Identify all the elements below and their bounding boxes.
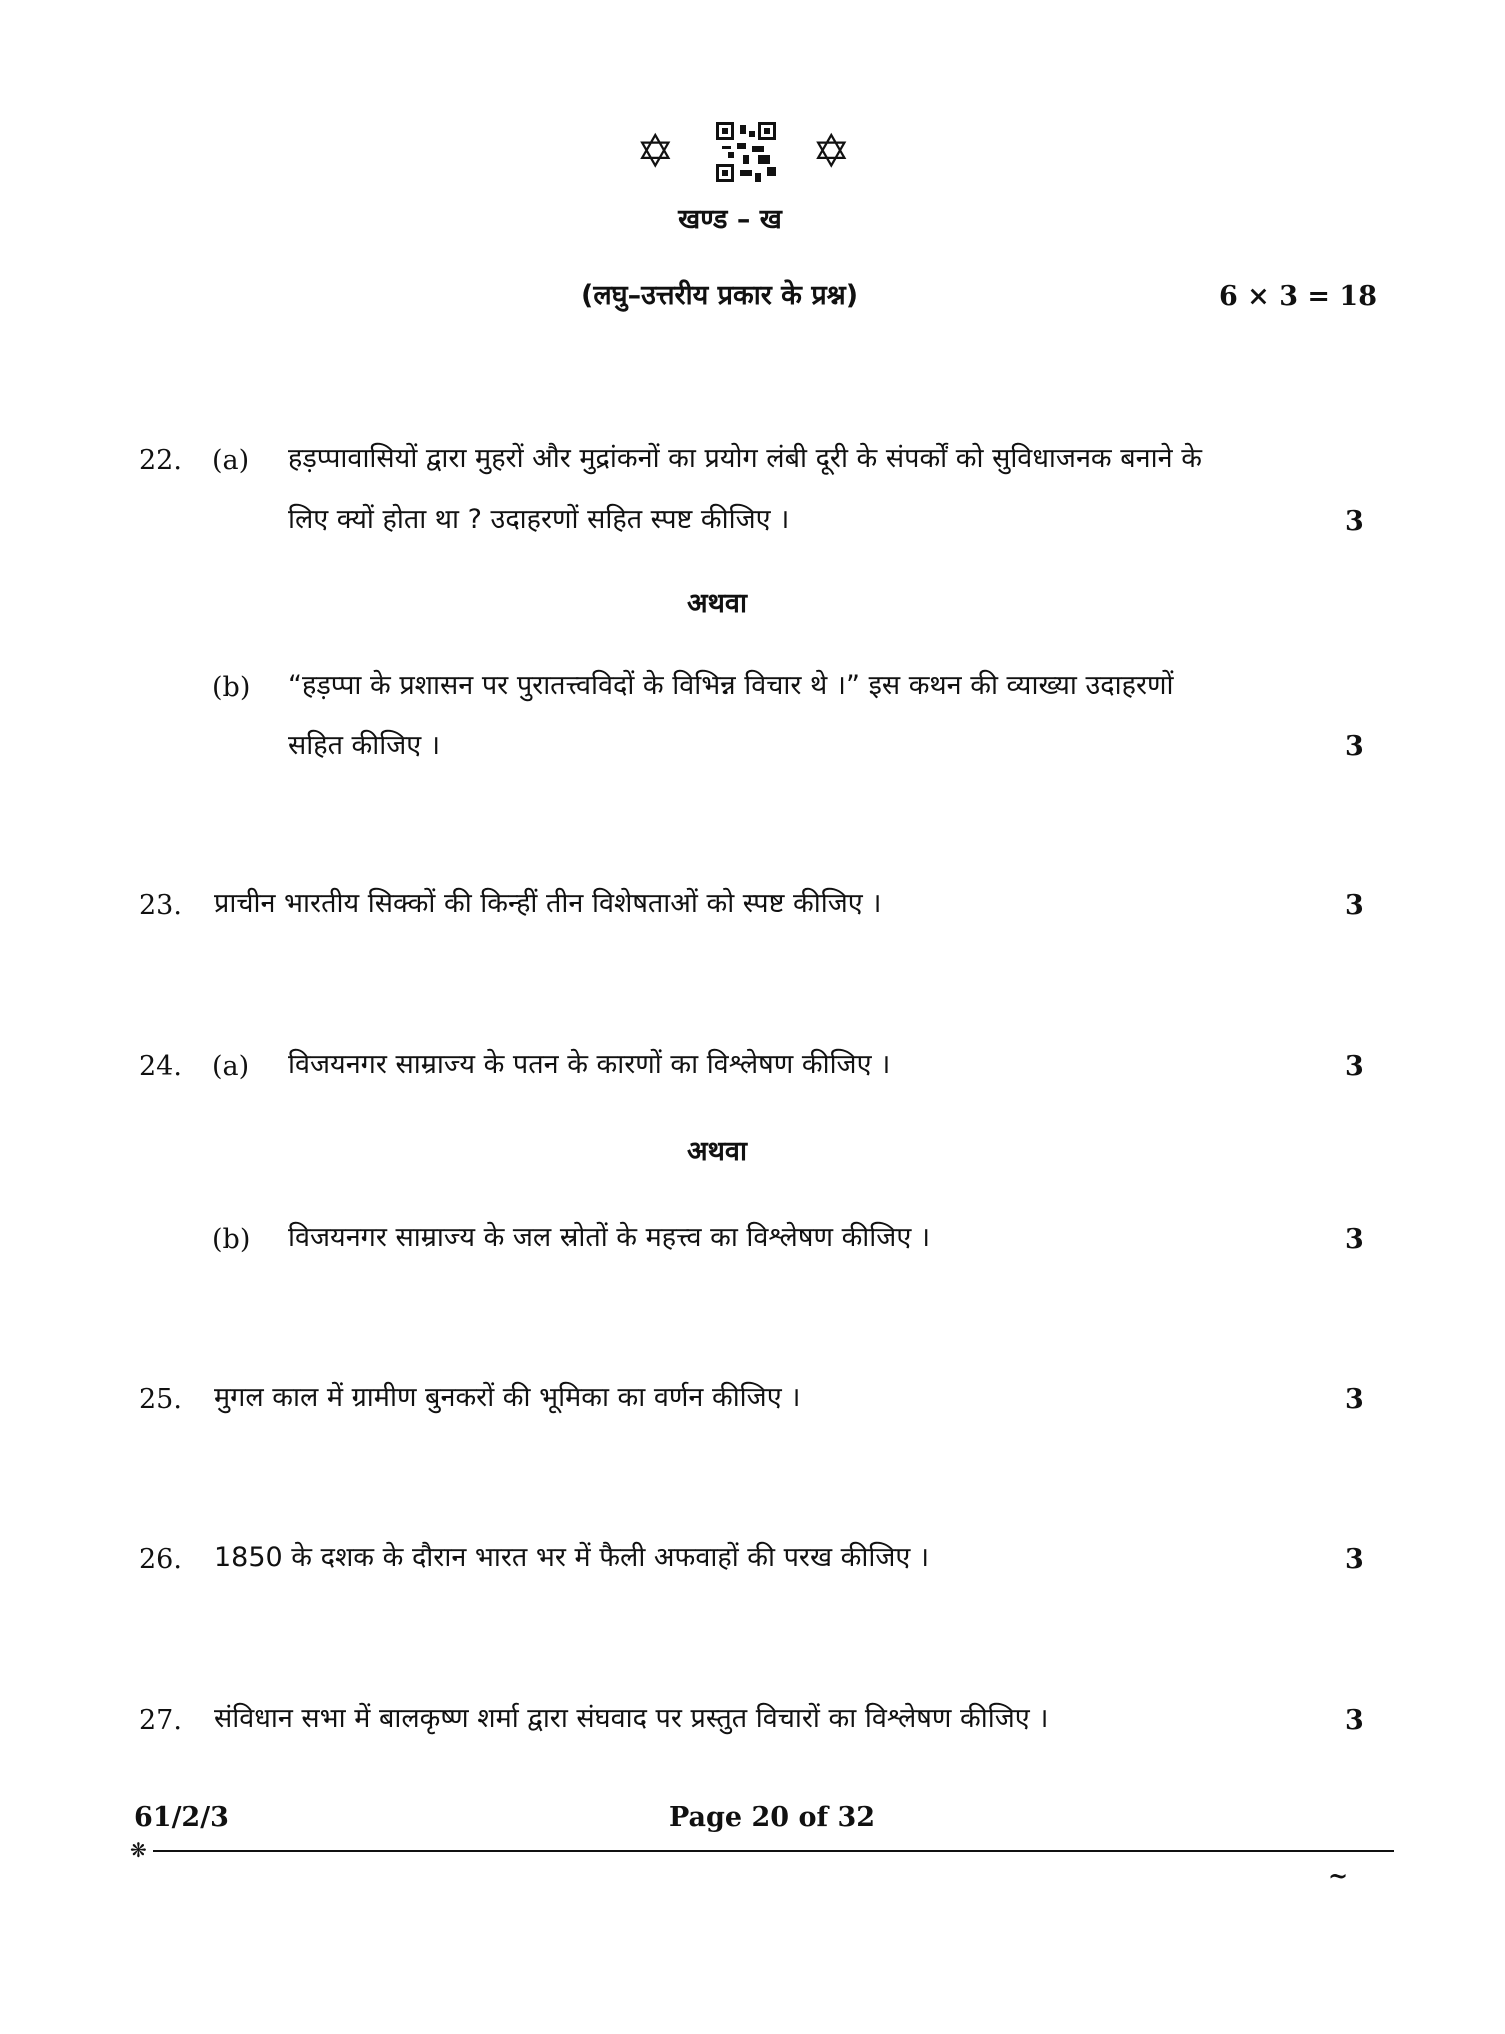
or-label: अथवा: [687, 588, 747, 619]
question-marks: 3: [1345, 1384, 1364, 1415]
section-subtitle: (लघु–उत्तरीय प्रकार के प्रश्न): [581, 280, 859, 311]
question-marks: 3: [1345, 506, 1364, 537]
question-number: 24.: [139, 1051, 182, 1082]
question-marks: 3: [1345, 1051, 1364, 1082]
question-part: (a): [212, 1051, 250, 1082]
question-text-line: “हड़प्पा के प्रशासन पर पुरातत्त्वविदों के विभिन्न विचार थे ।” इस कथन की व्याख्या उदाहरणों: [288, 670, 1174, 701]
section-marks: 6 × 3 = 18: [1219, 281, 1377, 312]
question-marks: 3: [1345, 731, 1364, 762]
or-label: अथवा: [687, 1136, 747, 1167]
question-part: (b): [212, 1224, 251, 1255]
question-marks: 3: [1345, 890, 1364, 921]
question-marks: 3: [1345, 1544, 1364, 1575]
star-of-david-icon-left: ✡: [636, 124, 675, 178]
question-number: 25.: [139, 1384, 182, 1415]
question-text-line: लिए क्यों होता था ? उदाहरणों सहित स्पष्ट कीजिए ।: [288, 504, 790, 535]
question-text-line: सहित कीजिए ।: [288, 730, 441, 761]
question-text-line: विजयनगर साम्राज्य के जल स्रोतों के महत्त्व का विश्लेषण कीजिए ।: [288, 1222, 931, 1253]
question-part: (a): [212, 445, 250, 476]
qr-code: [716, 122, 776, 182]
paper-code: 61/2/3: [134, 1802, 229, 1833]
tilde-mark: ~: [1328, 1861, 1349, 1890]
question-text-line: संविधान सभा में बालकृष्ण शर्मा द्वारा संघवाद पर प्रस्तुत विचारों का विश्लेषण कीजिए ।: [214, 1703, 1049, 1734]
page-number: Page 20 of 32: [668, 1802, 876, 1833]
section-title: खण्ड – ख: [678, 204, 782, 235]
question-part: (b): [212, 672, 251, 703]
star-of-david-icon-right: ✡: [812, 124, 851, 178]
question-text-line: 1850 के दशक के दौरान भारत भर में फैली अफवाहों की परख कीजिए ।: [214, 1542, 930, 1573]
question-marks: 3: [1345, 1705, 1364, 1736]
question-text-line: विजयनगर साम्राज्य के पतन के कारणों का विश्लेषण कीजिए ।: [288, 1049, 891, 1080]
question-number: 22.: [139, 445, 182, 476]
question-number: 23.: [139, 890, 182, 921]
question-text-line: हड़प्पावासियों द्वारा मुहरों और मुद्रांकनों का प्रयोग लंबी दूरी के संपर्कों को सुविधाजनक बनाने के: [288, 443, 1202, 474]
question-number: 27.: [139, 1705, 182, 1736]
footer-rule: [153, 1850, 1394, 1852]
question-text-line: प्राचीन भारतीय सिक्कों की किन्हीं तीन विशेषताओं को स्पष्ट कीजिए ।: [214, 888, 882, 919]
question-number: 26.: [139, 1544, 182, 1575]
flower-ornament-icon: ❋: [130, 1838, 147, 1862]
question-marks: 3: [1345, 1224, 1364, 1255]
question-text-line: मुगल काल में ग्रामीण बुनकरों की भूमिका का वर्णन कीजिए ।: [214, 1382, 801, 1413]
